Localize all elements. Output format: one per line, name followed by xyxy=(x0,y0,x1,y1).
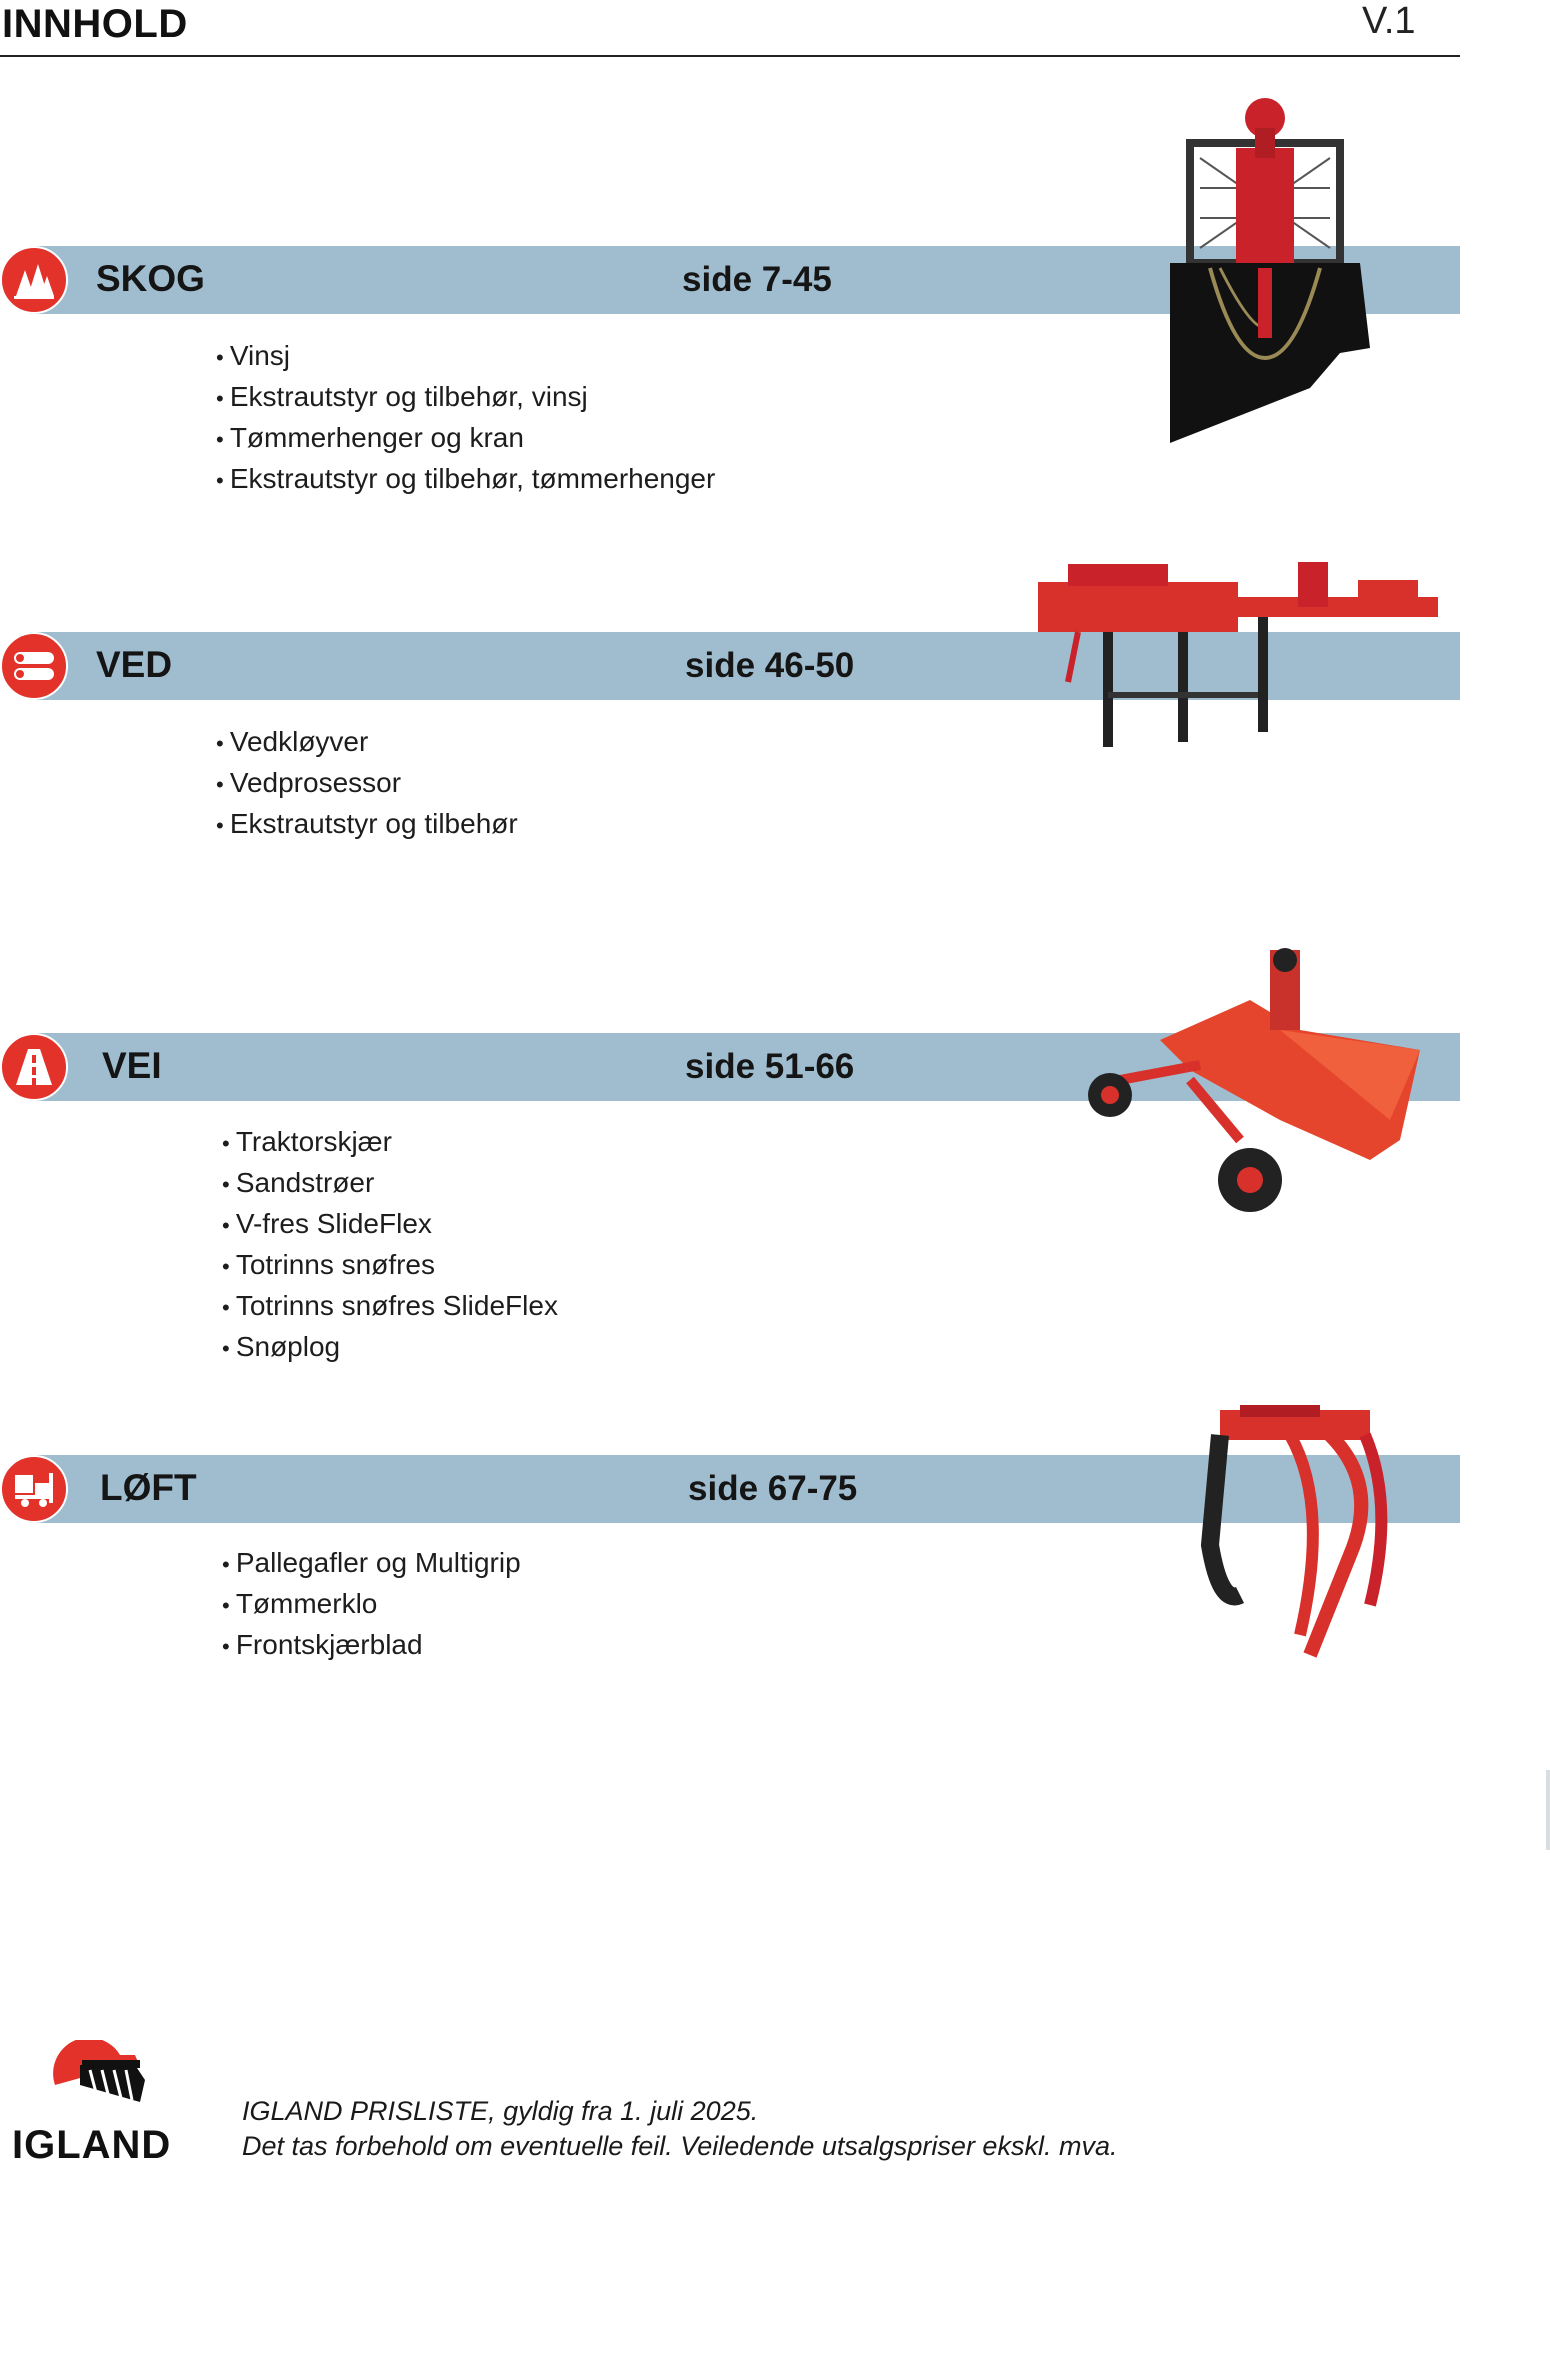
list-item: • Vedprosessor xyxy=(216,763,518,804)
list-item: • Tømmerhenger og kran xyxy=(216,418,715,459)
list-item: • Frontskjærblad xyxy=(222,1625,521,1666)
section-pages: side 67-75 xyxy=(688,1469,858,1508)
list-item: • Ekstrautstyr og tilbehør, vinsj xyxy=(216,377,715,418)
section-name: LØFT xyxy=(100,1467,197,1508)
forklift-icon xyxy=(0,1455,68,1523)
list-item: • Snøplog xyxy=(222,1327,558,1368)
page-edge-mark xyxy=(1546,1770,1550,1850)
snow-plow-image xyxy=(1080,940,1420,1240)
list-item: • Ekstrautstyr og tilbehør xyxy=(216,804,518,845)
winch-image xyxy=(1140,88,1390,448)
list-item: • Totrinns snøfres xyxy=(222,1245,558,1286)
list-item: • Vinsj xyxy=(216,336,715,377)
footer-line-2: Det tas forbehold om eventuelle feil. Veiledende utsalgspriser ekskl. mva. xyxy=(242,2131,1118,2161)
list-item: • Totrinns snøfres SlideFlex xyxy=(222,1286,558,1327)
list-item: • Pallegafler og Multigrip xyxy=(222,1543,521,1584)
trees-icon xyxy=(0,246,68,314)
section-name: SKOG xyxy=(96,258,205,299)
wood-splitter-image xyxy=(1028,552,1450,772)
igland-logo xyxy=(10,2040,180,2165)
item-list xyxy=(216,722,518,845)
item-list xyxy=(216,336,715,500)
item-list xyxy=(222,1122,558,1368)
list-item: • Vedkløyver xyxy=(216,722,518,763)
list-item: • Tømmerklo xyxy=(222,1584,521,1625)
section-pages: side 7-45 xyxy=(682,260,832,299)
logs-icon xyxy=(0,632,68,700)
header-divider xyxy=(0,55,1460,57)
footer-line-1: IGLAND PRISLISTE, gyldig fra 1. juli 2025. xyxy=(242,2096,759,2126)
svg-text:IGLAND: IGLAND xyxy=(12,2123,172,2165)
road-icon xyxy=(0,1033,68,1101)
footer-text xyxy=(242,2094,1117,2164)
list-item: • Sandstrøer xyxy=(222,1163,558,1204)
section-pages: side 46-50 xyxy=(685,646,855,685)
list-item: • V-fres SlideFlex xyxy=(222,1204,558,1245)
list-item: • Traktorskjær xyxy=(222,1122,558,1163)
section-name: VED xyxy=(96,644,173,685)
section-name: VEI xyxy=(102,1045,162,1086)
section-pages: side 51-66 xyxy=(685,1047,855,1086)
version-label: V.1 xyxy=(1362,0,1416,42)
page-title: INNHOLD xyxy=(2,2,188,46)
item-list xyxy=(222,1543,521,1666)
list-item: • Ekstrautstyr og tilbehør, tømmerhenger xyxy=(216,459,715,500)
log-grapple-image xyxy=(1180,1405,1400,1665)
